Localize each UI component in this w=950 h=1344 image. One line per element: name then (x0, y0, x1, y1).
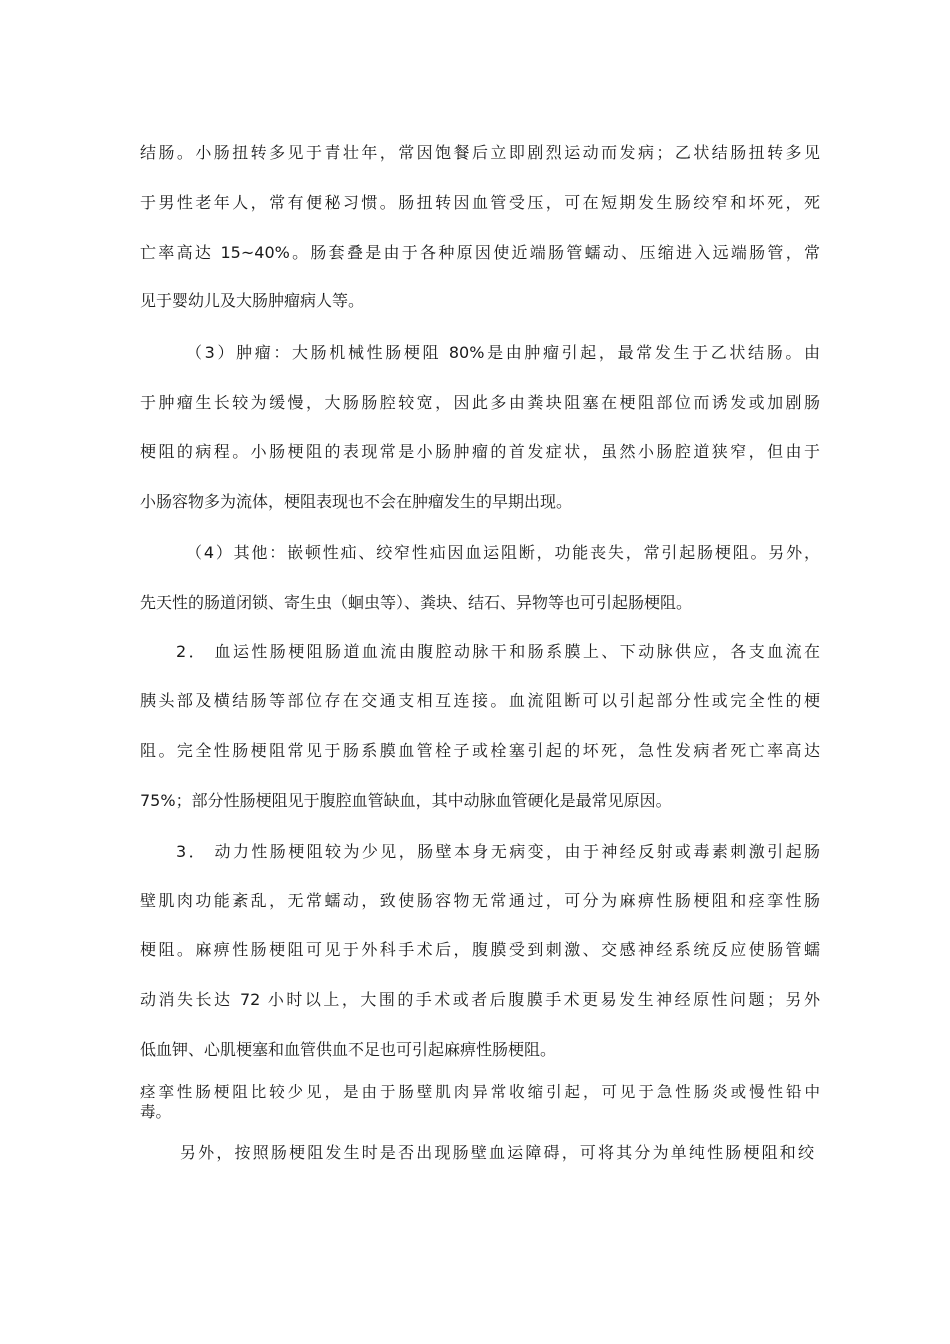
text-line: 2． 血运性肠梗阻肠道血流由腹腔动脉干和肠系膜上、下动脉供应，各支血流在 (176, 642, 820, 661)
text-line: 小肠容物多为流体，梗阻表现也不会在肿瘤发生的早期出现。 (140, 492, 573, 511)
text-line: 低血钾、心肌梗塞和血管供血不足也可引起麻痹性肠梗阻。 (140, 1040, 557, 1059)
text-line: 于男性老年人，常有便秘习惯。肠扭转因血管受压，可在短期发生肠绞窄和坏死，死 (140, 193, 820, 212)
text-line: 胰头部及横结肠等部位存在交通支相互连接。血流阻断可以引起部分性或完全性的梗 (140, 691, 820, 710)
text-line: 动消失长达 72 小时以上，大围的手术或者后腹膜手术更易发生神经原性问题；另外 (140, 990, 820, 1009)
text-line: 壁肌肉功能紊乱，无常蠕动，致使肠容物无常通过，可分为麻痹性肠梗阻和痉挛性肠 (140, 891, 820, 910)
text-line: 梗阻的病程。小肠梗阻的表现常是小肠肿瘤的首发症状，虽然小肠腔道狭窄，但由于 (140, 442, 820, 461)
text-line: （3）肿瘤：大肠机械性肠梗阻 80%是由肿瘤引起，最常发生于乙状结肠。由 (186, 343, 820, 362)
text-line: 阻。完全性肠梗阻常见于肠系膜血管栓子或栓塞引起的坏死，急性发病者死亡率高达 (140, 741, 820, 760)
text-line: 梗阻。麻痹性肠梗阻可见于外科手术后，腹膜受到刺激、交感神经系统反应使肠管蠕 (140, 940, 820, 959)
text-line: 先天性的肠道闭锁、寄生虫（蛔虫等）、粪块、结石、异物等也可引起肠梗阻。 (140, 593, 693, 612)
text-line: 75%；部分性肠梗阻见于腹腔血管缺血，其中动脉血管硬化是最常见原因。 (140, 791, 672, 810)
text-line: 见于婴幼儿及大肠肿瘤病人等。 (140, 291, 365, 310)
text-line: 于肿瘤生长较为缓慢，大肠肠腔较宽，因此多由粪块阻塞在梗阻部位而诱发或加剧肠 (140, 393, 820, 412)
text-line: 结肠。小肠扭转多见于青壮年，常因饱餐后立即剧烈运动而发病；乙状结肠扭转多见 (140, 143, 820, 162)
text-line: 毒。 (140, 1103, 172, 1121)
text-line: 痉挛性肠梗阻比较少见，是由于肠壁肌肉异常收缩引起，可见于急性肠炎或慢性铅中 (140, 1083, 820, 1101)
text-line: 另外，按照肠梗阻发生时是否出现肠壁血运障碍，可将其分为单纯性肠梗阻和绞 (180, 1143, 814, 1162)
text-line: 3． 动力性肠梗阻较为少见，肠壁本身无病变，由于神经反射或毒素刺激引起肠 (176, 842, 820, 861)
text-line: 亡率高达 15~40%。肠套叠是由于各种原因使近端肠管蠕动、压缩进入远端肠管，常 (140, 243, 820, 262)
text-line: （4）其他：嵌顿性疝、绞窄性疝因血运阻断，功能丧失，常引起肠梗阻。另外， (186, 543, 820, 562)
